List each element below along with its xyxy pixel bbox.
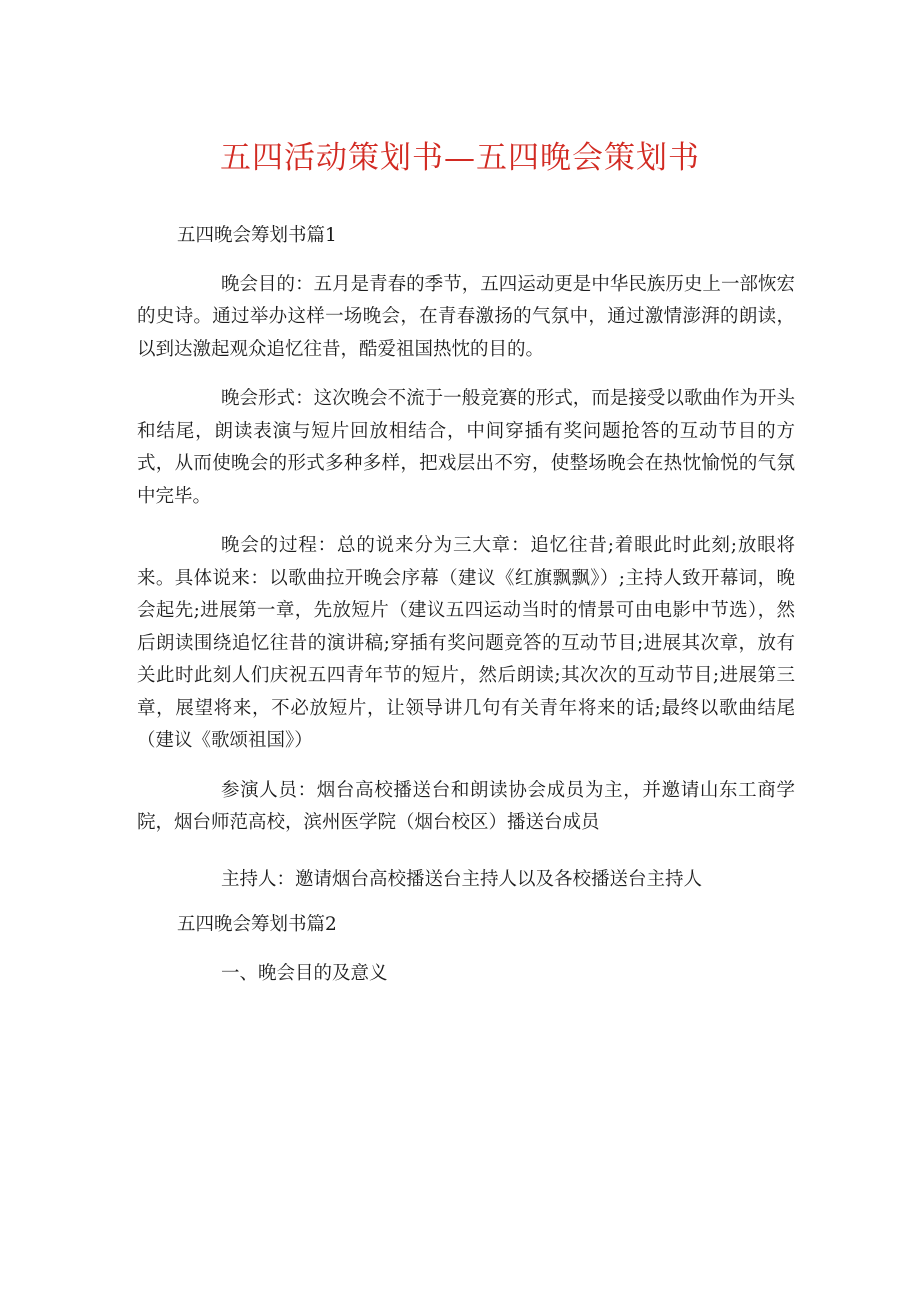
paragraph-process: 晚会的过程：总的说来分为三大章：追忆往昔;着眼此时此刻;放眼将来。具体说来：以歌曲拉开晚会序幕（建议《红旗飘飘》）;主持人致开幕词，晚会起先;进展第一章，先放短片（建议五四运动当时的情景可由电影中节选），然后朗读围绕追忆往昔的演讲稿;穿插有奖问题竞答的互动节目;进展其次章，放有关此时此刻人们庆祝五四青年节的短片，然后朗读;其次次的互动节目;进展第三章，展望将来，不必放短片，让领导讲几句有关青年将来的话;最终以歌曲结尾（建议《歌颂祖国》） xyxy=(137,535,795,751)
section-1-heading: 五四晚会筹划书篇1 xyxy=(177,225,337,246)
document-title: 五四活动策划书—五四晚会策划书 xyxy=(220,140,700,176)
document-body xyxy=(137,220,795,990)
section-2-heading: 五四晚会筹划书篇2 xyxy=(177,914,337,935)
paragraph-format: 晚会形式：这次晚会不流于一般竞赛的形式，而是接受以歌曲作为开头和结尾，朗读表演与短片回放相结合，中间穿插有奖问题抢答的互动节目的方式，从而使晚会的形式多种多样，把戏层出不穷，使整场晚会在热忱愉悦的气氛中完毕。 xyxy=(137,388,795,507)
section-2-subheading: 一、晚会目的及意义 xyxy=(221,962,388,984)
paragraph-participants: 参演人员：烟台高校播送台和朗读协会成员为主，并邀请山东工商学院，烟台师范高校，滨州医学院（烟台校区）播送台成员 xyxy=(137,779,795,833)
paragraph-purpose: 晚会目的：五月是青春的季节，五四运动更是中华民族历史上一部恢宏的史诗。通过举办这样一场晚会，在青春激扬的气氛中，通过激情澎湃的朗读，以到达激起观众追忆往昔，酷爱祖国热忱的目的。 xyxy=(137,273,795,360)
paragraph-hosts: 主持人：邀请烟台高校播送台主持人以及各校播送台主持人 xyxy=(221,868,703,890)
